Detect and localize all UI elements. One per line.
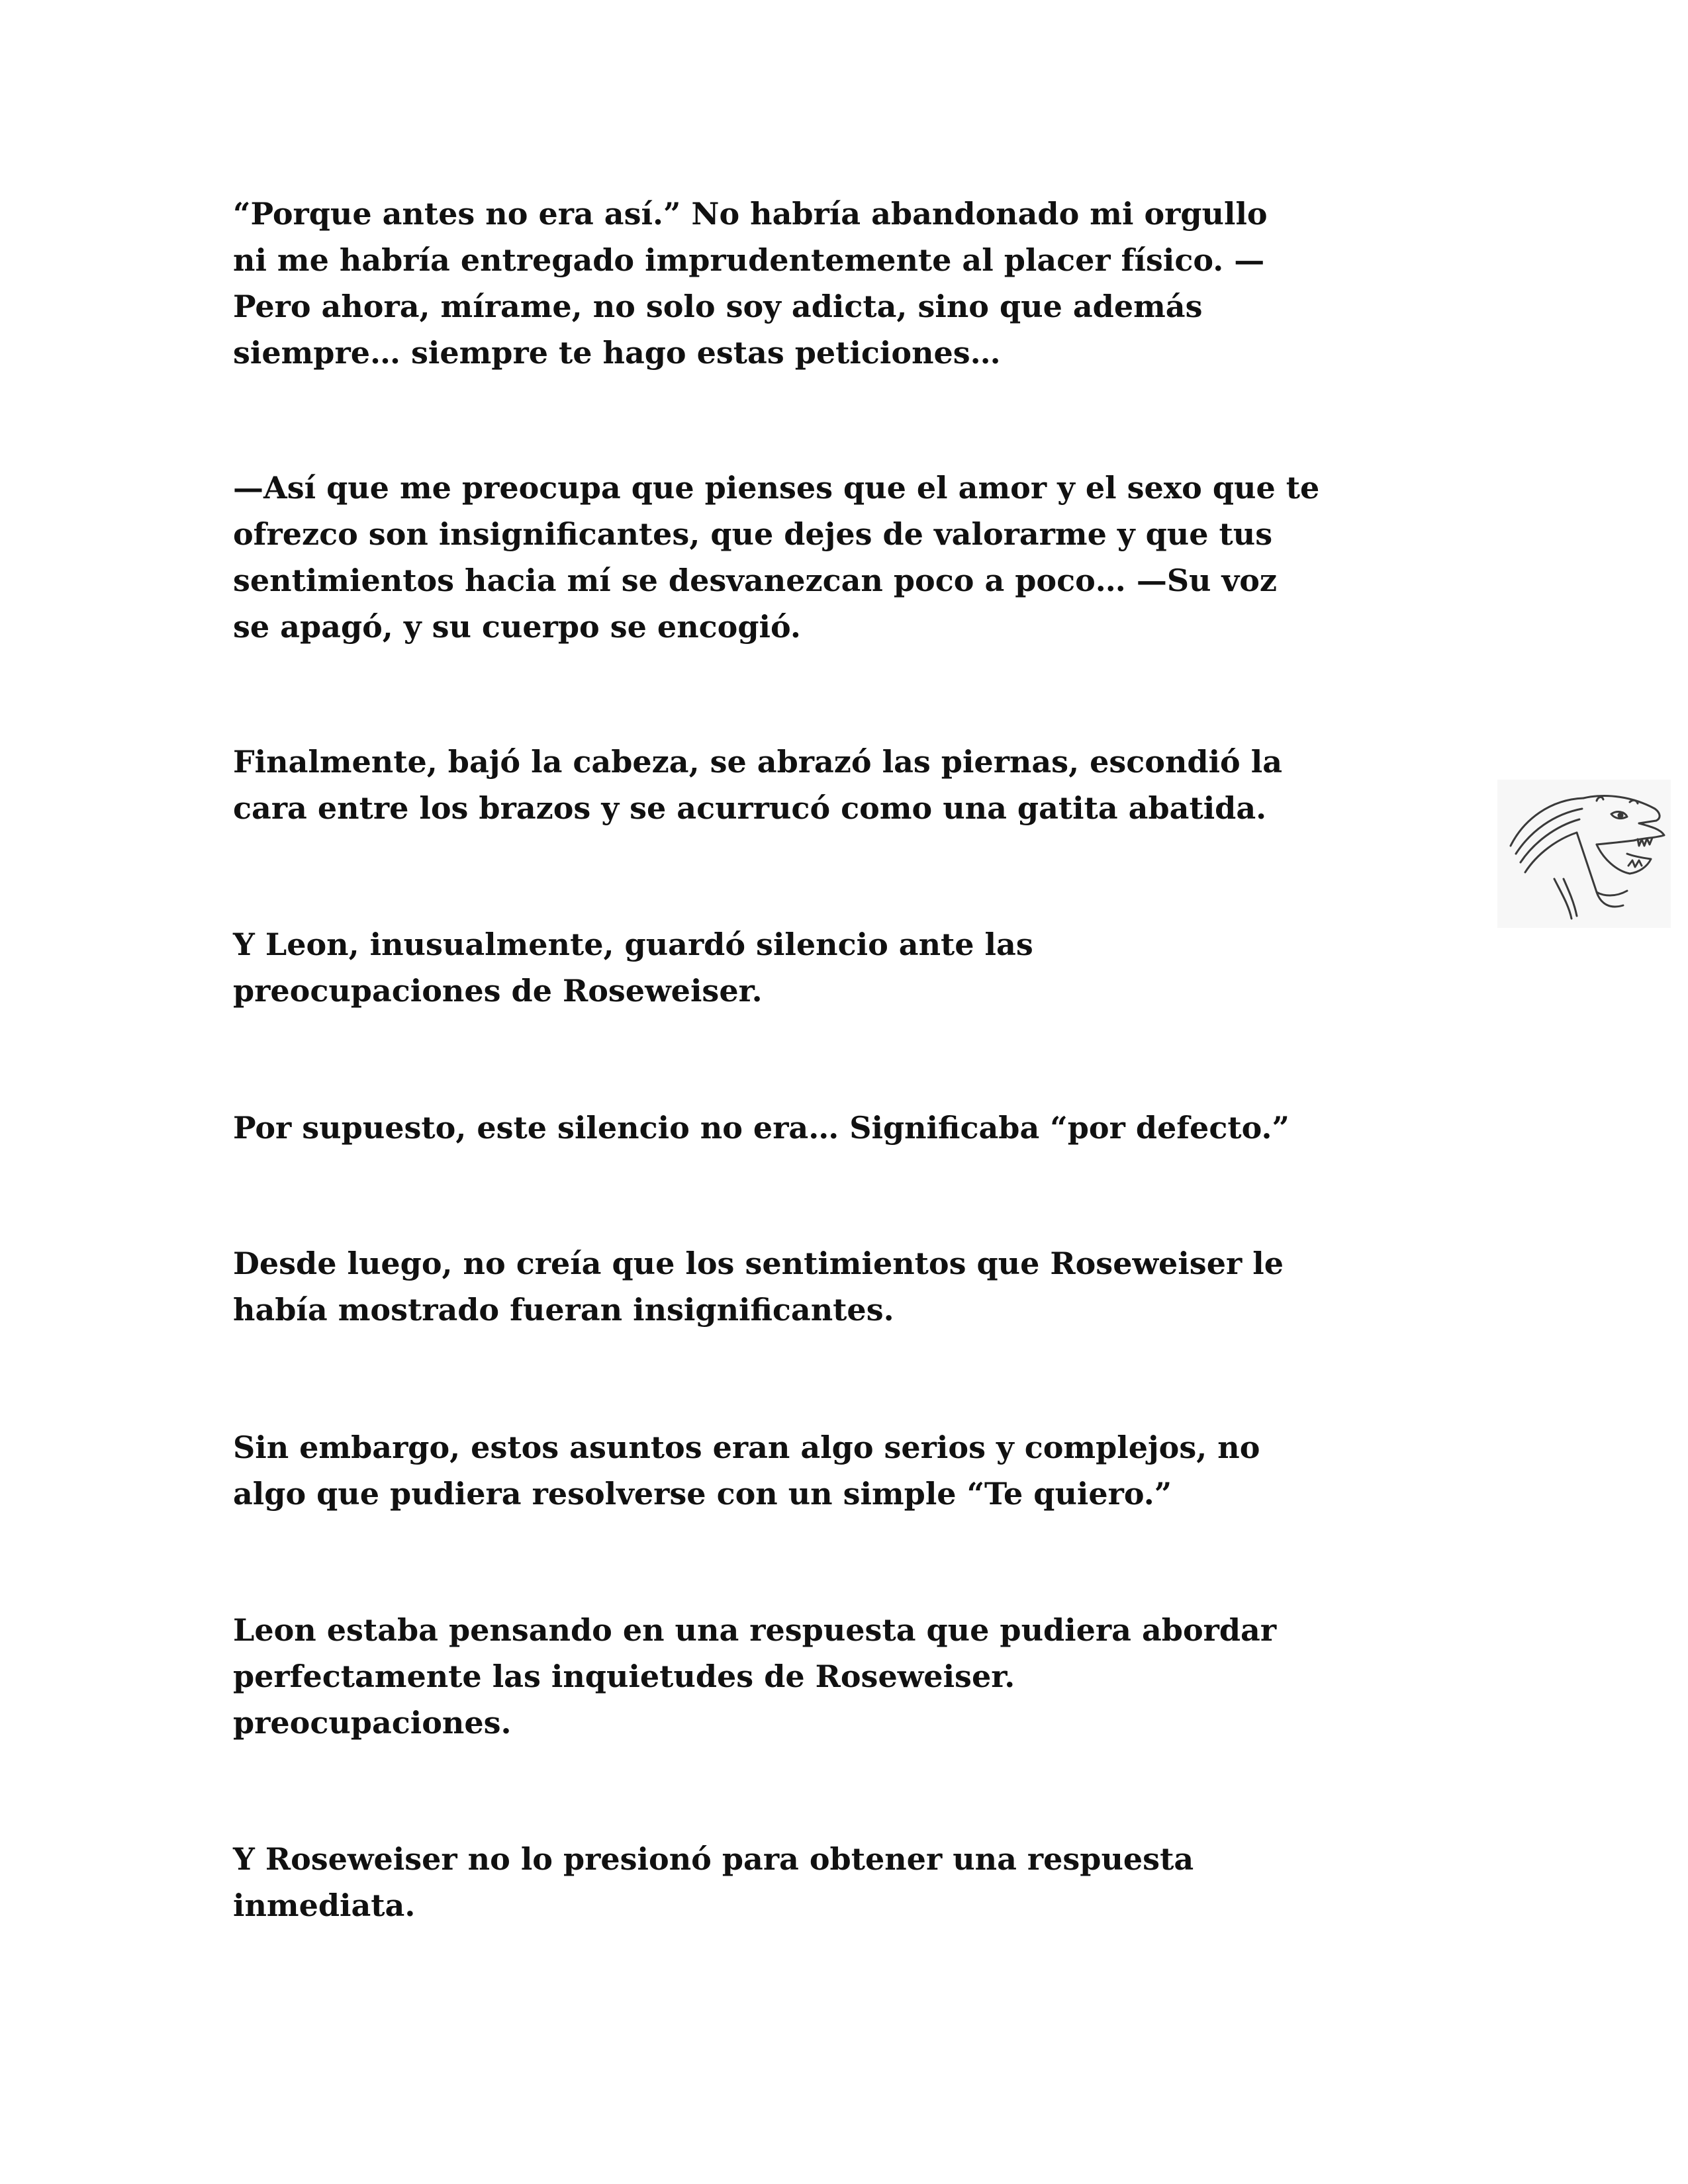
text-line: Finalmente, bajó la cabeza, se abrazó las piernas, escondió la xyxy=(233,744,1283,780)
text-line: “Porque antes no era así.” No habría abandonado mi orgullo xyxy=(233,196,1268,232)
text-line: Desde luego, no creía que los sentimientos que Roseweiser le xyxy=(233,1246,1284,1281)
text-line: Leon estaba pensando en una respuesta que pudiera abordar xyxy=(233,1612,1277,1648)
text-line: inmediata. xyxy=(233,1888,416,1923)
paragraph-9 xyxy=(233,1836,1477,1929)
paragraph-3 xyxy=(233,739,1477,831)
text-line: se apagó, y su cuerpo se encogió. xyxy=(233,609,801,645)
text-line: Por supuesto, este silencio no era… Significaba “por defecto.” xyxy=(233,1110,1289,1146)
paragraph-6 xyxy=(233,1240,1477,1333)
dinosaur-head-icon xyxy=(1497,780,1671,928)
text-line: Y Leon, inusualmente, guardó silencio ante las xyxy=(233,927,1033,962)
text-line: Sin embargo, estos asuntos eran algo serios y complejos, no xyxy=(233,1430,1260,1465)
text-line: —Así que me preocupa que pienses que el amor y el sexo que te xyxy=(233,470,1320,506)
text-line: Y Roseweiser no lo presionó para obtener una respuesta xyxy=(233,1841,1194,1877)
text-line: había mostrado fueran insignificantes. xyxy=(233,1292,894,1328)
paragraph-5 xyxy=(233,1105,1477,1151)
paragraph-1 xyxy=(233,191,1477,376)
text-line: siempre… siempre te hago estas peticiones… xyxy=(233,335,1001,371)
text-line: preocupaciones de Roseweiser. xyxy=(233,973,763,1009)
text-line: cara entre los brazos y se acurrucó como una gatita abatida. xyxy=(233,790,1267,826)
text-line: sentimientos hacia mí se desvanezcan poco a poco… —Su voz xyxy=(233,563,1278,598)
text-line: Pero ahora, mírame, no solo soy adicta, sino que además xyxy=(233,289,1203,324)
watermark-logo xyxy=(1497,780,1671,928)
paragraph-4 xyxy=(233,921,1477,1014)
text-line: perfectamente las inquietudes de Roseweiser. xyxy=(233,1659,1015,1694)
paragraph-8 xyxy=(233,1607,1477,1746)
paragraph-2 xyxy=(233,465,1477,650)
text-line: algo que pudiera resolverse con un simple “Te quiero.” xyxy=(233,1476,1172,1512)
paragraph-7 xyxy=(233,1424,1477,1517)
text-line: ni me habría entregado imprudentemente al placer físico. — xyxy=(233,242,1265,278)
text-line: ofrezco son insignificantes, que dejes de valorarme y que tus xyxy=(233,516,1273,552)
text-line: preocupaciones. xyxy=(233,1705,512,1741)
